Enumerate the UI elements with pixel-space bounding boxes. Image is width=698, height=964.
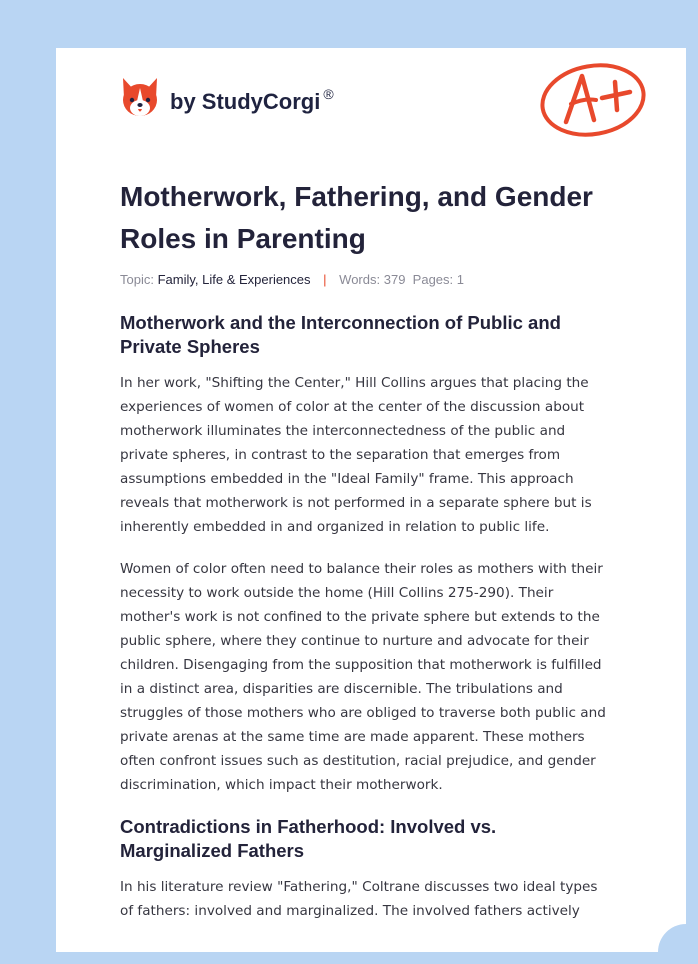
grade-a-plus-badge [538, 60, 648, 144]
document-page [56, 48, 686, 952]
page-count: 1 [456, 272, 465, 287]
paragraph: In her work, "Shifting the Center," Hill Collins argues that placing the experiences of women of color at the center of the discussion about motherwork illuminates the interconnectedness of the public and private spheres, in contrast to the separation that emerges from assumptions embedded in the "Ideal Family" frame. This approach reveals that motherwork is not performed in a separate sphere but is inherently embedded in and organized in relation to public life. [120, 375, 592, 535]
paragraph: In his literature review "Fathering," Coltrane discusses two ideal types of fathers: involved and marginalized. The involved fathers actively [120, 879, 598, 919]
page-corner [658, 924, 686, 952]
a-plus-icon [538, 60, 648, 140]
article-content [120, 176, 610, 923]
section-heading: Motherwork and the Interconnection of Public and Private Spheres [120, 312, 561, 357]
word-count: 379 [383, 272, 406, 287]
section-heading: Contradictions in Fatherhood: Involved vs. Marginalized Fathers [120, 816, 497, 861]
corgi-icon [120, 76, 160, 120]
paragraph: Women of color often need to balance their roles as mothers with their necessity to work outside the home (Hill Collins 275-290). Their mother's work is not confined to the private sphere but extends to the public sphere, where they continue to nurture and advocate for their children. Disengaging from the supposition that motherwork is fulfilled in a distinct area, disparities are discernible. The tribulations and struggles of those mothers who are obliged to traverse both public and private arenas at the same time are made apparent. These mothers often confront issues such as destitution, racial prejudice, and gender discrimination, which impact their motherwork. [120, 561, 606, 793]
brand-name: by StudyCorgi ® [170, 85, 334, 114]
studycorgi-logo[interactable] [120, 76, 334, 120]
article-meta: Topic: Family, Life & Experiences | Words: 379 Pages: 1 [120, 272, 465, 287]
article-title: Motherwork, Fathering, and Gender Roles in Parenting [120, 181, 593, 254]
topic-link[interactable]: Family, Life & Experiences [157, 272, 311, 287]
